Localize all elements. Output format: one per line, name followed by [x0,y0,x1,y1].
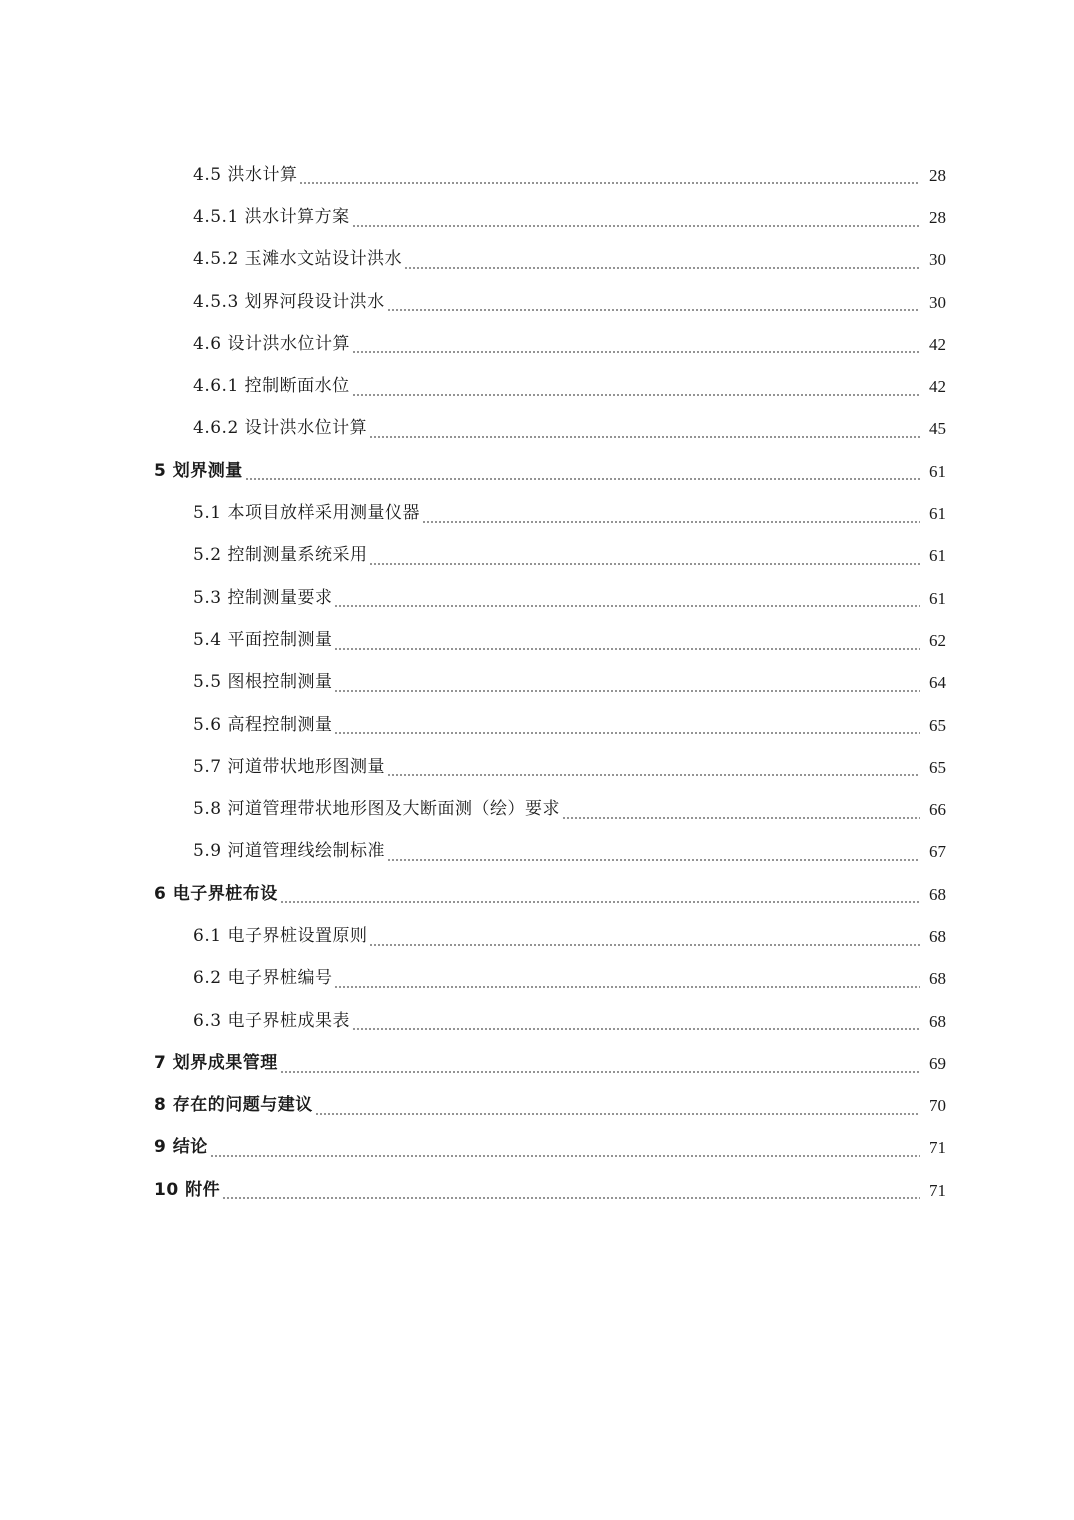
toc-entry-title: 8 存在的问题与建议 [154,1095,313,1116]
toc-entry-page: 28 [929,165,946,185]
toc-entry[interactable] [0,365,1074,407]
toc-entry-page: 65 [929,757,946,777]
toc-entry-title: 10 附件 [154,1179,221,1200]
toc-entry-page: 67 [929,842,946,862]
toc-dot-leader [334,732,920,734]
toc-entry-page: 45 [929,419,946,439]
table-of-contents [0,154,1074,1211]
toc-entry-title: 5.4 平面控制测量 [193,629,333,650]
toc-entry-page: 28 [929,207,946,227]
toc-entry-title: 6 电子界桩布设 [154,883,278,904]
toc-entry[interactable] [0,915,1074,957]
toc-dot-leader [334,690,920,692]
toc-entry-title: 5.6 高程控制测量 [193,714,333,735]
toc-entry[interactable] [0,788,1074,830]
toc-entry-title: 4.6.2 设计洪水位计算 [193,418,368,439]
toc-entry-page: 71 [929,1180,946,1200]
toc-entry-page: 61 [929,588,946,608]
toc-entry-page: 68 [929,926,946,946]
toc-entry-page: 66 [929,800,946,820]
toc-entry-title: 4.6.1 控制断面水位 [193,376,350,397]
toc-dot-leader [352,394,920,396]
toc-entry-title: 4.6 设计洪水位计算 [193,333,350,354]
toc-entry[interactable] [0,958,1074,1000]
toc-dot-leader [334,986,920,988]
toc-dot-leader [299,182,920,184]
toc-entry[interactable] [0,323,1074,365]
toc-dot-leader [210,1155,920,1157]
toc-dot-leader [387,774,920,776]
toc-entry-title: 5.1 本项目放样采用测量仪器 [193,503,420,524]
toc-entry-title: 5.8 河道管理带状地形图及大断面测（绘）要求 [193,799,560,820]
toc-chapter-entry[interactable] [0,1085,1074,1127]
toc-dot-leader [280,1071,920,1073]
toc-dot-leader [422,521,920,523]
toc-entry-page: 70 [929,1096,946,1116]
toc-entry-page: 61 [929,546,946,566]
toc-entry-title: 5.9 河道管理线绘制标准 [193,841,385,862]
toc-entry[interactable] [0,492,1074,534]
toc-entry-title: 6.3 电子界桩成果表 [193,1010,350,1031]
toc-entry-page: 69 [929,1053,946,1073]
toc-dot-leader [334,648,920,650]
toc-entry[interactable] [0,662,1074,704]
toc-entry-title: 4.5.2 玉滩水文站设计洪水 [193,249,403,270]
toc-entry[interactable] [0,154,1074,196]
toc-dot-leader [369,436,920,438]
toc-chapter-entry[interactable] [0,1042,1074,1084]
toc-dot-leader [387,309,920,311]
toc-chapter-entry[interactable] [0,1127,1074,1169]
toc-entry[interactable] [0,577,1074,619]
toc-entry-title: 4.5.1 洪水计算方案 [193,206,350,227]
toc-dot-leader [404,267,920,269]
toc-entry-title: 4.5.3 划界河段设计洪水 [193,291,385,312]
toc-dot-leader [387,859,920,861]
toc-entry[interactable] [0,408,1074,450]
toc-entry[interactable] [0,619,1074,661]
toc-entry-title: 5.5 图根控制测量 [193,672,333,693]
toc-entry-title: 6.1 电子界桩设置原则 [193,925,368,946]
toc-entry-page: 65 [929,715,946,735]
toc-entry-title: 5.7 河道带状地形图测量 [193,756,385,777]
toc-dot-leader [562,817,920,819]
toc-entry-page: 42 [929,377,946,397]
toc-entry-page: 71 [929,1138,946,1158]
toc-entry-title: 5.2 控制测量系统采用 [193,545,368,566]
toc-entry[interactable] [0,831,1074,873]
toc-dot-leader [352,225,920,227]
toc-entry[interactable] [0,535,1074,577]
toc-entry-title: 7 划界成果管理 [154,1052,278,1073]
toc-entry-page: 62 [929,630,946,650]
toc-dot-leader [280,901,920,903]
toc-entry-title: 9 结论 [154,1137,208,1158]
toc-dot-leader [352,351,920,353]
toc-entry[interactable] [0,281,1074,323]
toc-entry-page: 64 [929,673,946,693]
toc-entry[interactable] [0,196,1074,238]
toc-entry-page: 68 [929,884,946,904]
toc-entry-title: 5.3 控制测量要求 [193,587,333,608]
toc-dot-leader [315,1113,920,1115]
toc-chapter-entry[interactable] [0,450,1074,492]
toc-dot-leader [334,605,920,607]
toc-dot-leader [245,478,920,480]
toc-dot-leader [369,944,920,946]
toc-entry[interactable] [0,1000,1074,1042]
toc-entry[interactable] [0,704,1074,746]
toc-entry-page: 61 [929,504,946,524]
toc-entry-page: 68 [929,1011,946,1031]
toc-entry-page: 61 [929,461,946,481]
toc-entry[interactable] [0,746,1074,788]
toc-entry-page: 30 [929,250,946,270]
toc-entry-title: 5 划界测量 [154,460,243,481]
toc-entry-page: 68 [929,969,946,989]
toc-entry-title: 6.2 电子界桩编号 [193,968,333,989]
toc-entry-page: 42 [929,334,946,354]
toc-chapter-entry[interactable] [0,873,1074,915]
toc-entry[interactable] [0,239,1074,281]
toc-dot-leader [352,1028,920,1030]
toc-chapter-entry[interactable] [0,1169,1074,1211]
toc-dot-leader [369,563,920,565]
toc-entry-page: 30 [929,292,946,312]
toc-entry-title: 4.5 洪水计算 [193,164,298,185]
toc-dot-leader [222,1197,920,1199]
